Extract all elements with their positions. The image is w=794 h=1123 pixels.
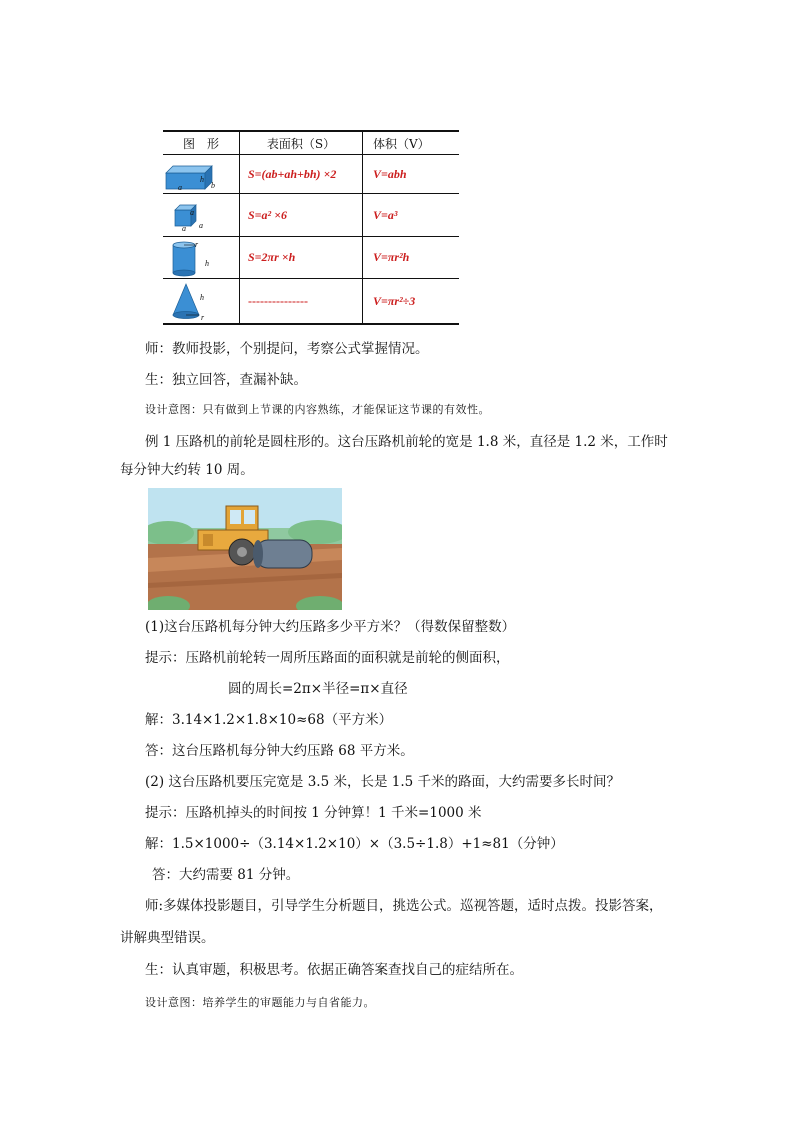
student-activity-1: 生：独立回答，查漏补缺。 (145, 372, 307, 388)
table-row-cylinder (163, 237, 459, 279)
road-roller-illustration (148, 488, 342, 610)
cuboid-icon (163, 155, 239, 193)
answer-2: 答：大约需要 81 分钟。 (152, 867, 300, 883)
label-h: h (200, 293, 204, 302)
design-intent-2: 设计意图：培养学生的审题能力与自省能力。 (145, 996, 375, 1009)
surface-formula-cube: S=a² ×6 (248, 207, 287, 222)
volume-formula-cuboid: V=abh (373, 166, 407, 181)
label-a-2: a (199, 221, 203, 230)
label-h: h (205, 259, 209, 268)
question-2: (2) 这台压路机要压完宽是 3.5 米，长是 1.5 千米的路面，大约需要多长时间？ (145, 774, 621, 790)
volume-formula-cube: V=a³ (373, 207, 398, 222)
table-row-cone (163, 279, 459, 323)
question-1: (1)这台压路机每分钟大约压路多少平方米？（得数保留整数） (145, 619, 516, 635)
solution-1: 解：3.14×1.2×1.8×10≈68（平方米） (145, 712, 393, 728)
teacher-activity-1: 师：教师投影，个别提问，考察公式掌握情况。 (145, 341, 429, 357)
label-a-3: a (182, 224, 186, 233)
teacher-activity-2-line-1: 师:多媒体投影题目，引导学生分析题目，挑选公式。巡视答题，适时点拨。投影答案， (145, 898, 663, 914)
hint-1: 提示：压路机前轮转一周所压路面的面积就是前轮的侧面积， (145, 650, 510, 666)
example-1-line-1: 例 1 压路机的前轮是圆柱形的。这台压路机前轮的宽是 1.8 米，直径是 1.2 米，工作时 (145, 434, 668, 450)
label-a-1: a (190, 208, 194, 217)
student-activity-2: 生：认真审题，积极思考。依据正确答案查找自己的症结所在。 (145, 962, 523, 978)
table-row-cuboid (163, 155, 459, 194)
solution-2: 解：1.5×1000÷（3.14×1.2×10）×（3.5÷1.8）+1≈81（分钟） (145, 836, 564, 852)
label-a: a (178, 183, 182, 192)
label-b: b (211, 181, 215, 190)
header-surface: 表面积（S） (240, 132, 363, 154)
volume-formula-cylinder: V=πr²h (373, 250, 410, 264)
hint-2: 提示：压路机掉头的时间按 1 分钟算！1 千米=1000 米 (145, 805, 482, 821)
table-row-cube (163, 194, 459, 237)
header-volume: 体积（V） (373, 136, 430, 151)
answer-1: 答：这台压路机每分钟大约压路 68 平方米。 (145, 743, 414, 759)
label-r: r (195, 240, 199, 249)
surface-formula-cone: --------------- (248, 293, 308, 308)
label-h: h (200, 175, 204, 184)
hint-1-formula: 圆的周长=2π×半径=π×直径 (228, 681, 408, 697)
formula-table (163, 130, 459, 325)
table-header-row (163, 132, 459, 155)
design-intent-1: 设计意图：只有做到上节课的内容熟练，才能保证这节课的有效性。 (145, 403, 490, 416)
header-shape: 图 形 (163, 132, 240, 154)
cylinder-icon (163, 237, 239, 278)
surface-formula-cuboid: S=(ab+ah+bh) ×2 (248, 166, 337, 181)
road-roller-picture (148, 488, 342, 610)
surface-formula-cylinder: S=2πr ×h (248, 250, 296, 264)
label-r: r (201, 313, 205, 322)
example-1-line-2: 每分钟大约转 10 周。 (120, 462, 254, 478)
teacher-activity-2-line-2: 讲解典型错误。 (120, 930, 215, 946)
volume-formula-cone: V=πr²÷3 (373, 293, 416, 308)
